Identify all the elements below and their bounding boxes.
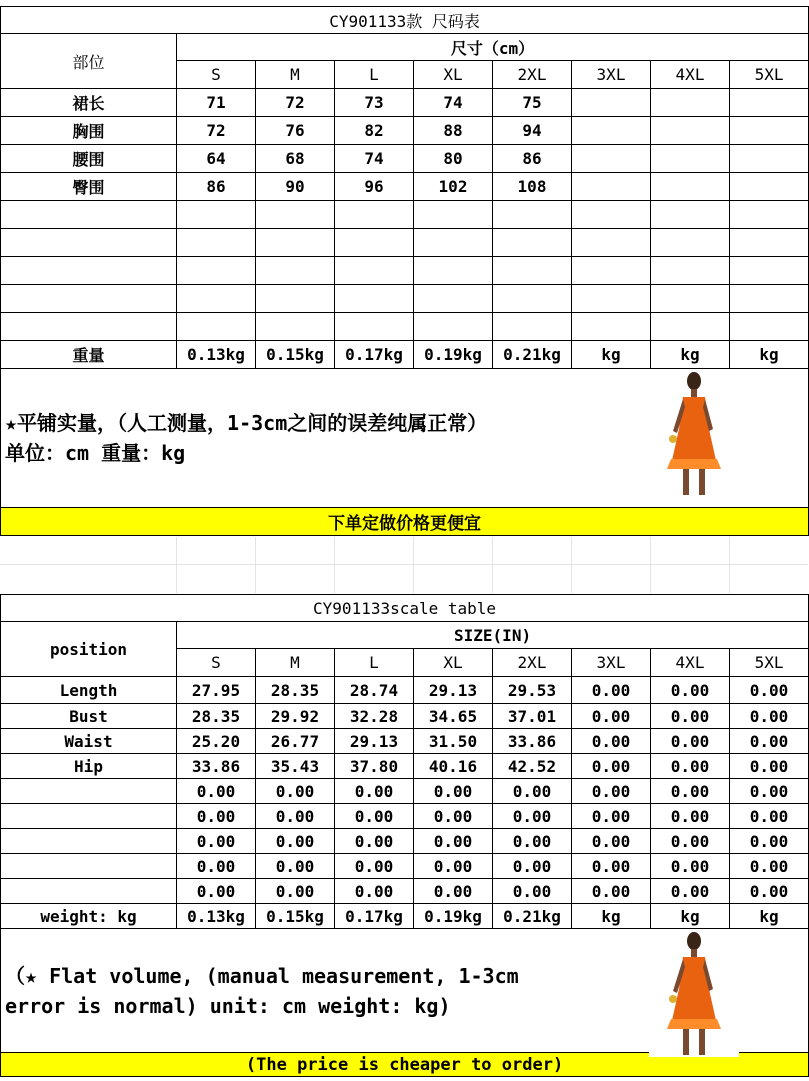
measurement-cell: [414, 229, 493, 257]
measurement-cell: 0.00: [256, 779, 335, 804]
measurement-cell: [414, 285, 493, 313]
row-label: 胸围: [1, 117, 177, 145]
size-header: SIZE(IN): [177, 622, 809, 649]
measurement-cell: 76: [256, 117, 335, 145]
table-row: [1, 779, 809, 804]
measurement-cell: [493, 257, 572, 285]
measurement-cell: [651, 257, 730, 285]
note-line-1: ★平铺实量，（人工测量，1-3cm之间的误差纯属正常）: [5, 411, 488, 435]
table-row: [1, 879, 809, 904]
row-label: Length: [1, 677, 177, 704]
measurement-cell: 0.00: [572, 779, 651, 804]
weight-cell: kg: [651, 904, 730, 929]
row-label: [1, 201, 177, 229]
part-header: position: [1, 622, 177, 677]
measurement-cell: [572, 117, 651, 145]
row-label: [1, 854, 177, 879]
measurement-cell: 0.00: [335, 854, 414, 879]
measurement-cell: 0.00: [493, 779, 572, 804]
measurement-cell: [414, 313, 493, 341]
measurement-cell: 0.00: [256, 854, 335, 879]
measurement-cell: [572, 145, 651, 173]
measurement-cell: [651, 89, 730, 117]
measurement-cell: 96: [335, 173, 414, 201]
measurement-cell: [493, 201, 572, 229]
weight-cell: 0.13kg: [177, 904, 256, 929]
measurement-cell: [572, 173, 651, 201]
measurement-cell: 74: [414, 89, 493, 117]
measurement-cell: [651, 201, 730, 229]
measurement-cell: 75: [493, 89, 572, 117]
measurement-cell: 0.00: [572, 677, 651, 704]
measurement-cell: 40.16: [414, 754, 493, 779]
measurement-cell: 29.53: [493, 677, 572, 704]
row-label: [1, 313, 177, 341]
table-row: [1, 173, 809, 201]
measurement-cell: 0.00: [335, 879, 414, 904]
measurement-cell: [730, 229, 809, 257]
note-line-2: error is normal) unit: cm weight: kg): [5, 993, 451, 1018]
table-row: [1, 829, 809, 854]
measurement-cell: 0.00: [651, 854, 730, 879]
measurement-cell: [572, 229, 651, 257]
measurement-cell: 0.00: [335, 829, 414, 854]
measurement-cell: 0.00: [572, 754, 651, 779]
measurement-cell: 0.00: [651, 779, 730, 804]
measurement-cell: 34.65: [414, 704, 493, 729]
size-col-header: XL: [414, 61, 493, 89]
measurement-cell: 0.00: [730, 704, 809, 729]
note-line-2: 单位：cm 重量：kg: [5, 441, 186, 465]
size-col-header: 3XL: [572, 649, 651, 677]
weight-cell: kg: [730, 904, 809, 929]
measurement-cell: 0.00: [414, 779, 493, 804]
measurement-cell: 0.00: [493, 804, 572, 829]
measurement-cell: 0.00: [572, 704, 651, 729]
model-photo: [649, 369, 739, 497]
row-label: Bust: [1, 704, 177, 729]
weight-cell: kg: [730, 341, 809, 369]
measurement-cell: 0.00: [651, 829, 730, 854]
weight-cell: 0.15kg: [256, 904, 335, 929]
size-col-header: 5XL: [730, 61, 809, 89]
measurement-cell: 0.00: [256, 829, 335, 854]
measurement-cell: [177, 201, 256, 229]
measurement-cell: [730, 285, 809, 313]
spacer-grid: [0, 537, 808, 593]
measurement-cell: [335, 257, 414, 285]
table-row: [1, 229, 809, 257]
measurement-cell: 0.00: [730, 677, 809, 704]
table-row: [1, 145, 809, 173]
measurement-cell: 80: [414, 145, 493, 173]
measurement-cell: [651, 313, 730, 341]
measurement-cell: 0.00: [651, 804, 730, 829]
row-label: [1, 829, 177, 854]
measurement-cell: [572, 89, 651, 117]
measurement-cell: 0.00: [651, 729, 730, 754]
measurement-cell: [651, 229, 730, 257]
measurement-cell: 29.92: [256, 704, 335, 729]
weight-cell: 0.17kg: [335, 904, 414, 929]
weight-cell: 0.13kg: [177, 341, 256, 369]
table-title: CY901133scale table: [1, 595, 809, 622]
measurement-cell: [256, 201, 335, 229]
measurement-cell: 28.74: [335, 677, 414, 704]
measurement-cell: [177, 229, 256, 257]
measurement-cell: 0.00: [730, 729, 809, 754]
table-row: [1, 313, 809, 341]
table-row: [1, 754, 809, 779]
measurement-cell: [335, 285, 414, 313]
size-col-header: 5XL: [730, 649, 809, 677]
row-label: Hip: [1, 754, 177, 779]
size-col-header: M: [256, 61, 335, 89]
measurement-cell: [730, 313, 809, 341]
measurement-cell: 0.00: [414, 829, 493, 854]
measurement-cell: [651, 285, 730, 313]
measurement-cell: 74: [335, 145, 414, 173]
measurement-cell: [730, 117, 809, 145]
weight-cell: kg: [651, 341, 730, 369]
measurement-cell: 0.00: [335, 779, 414, 804]
row-label: [1, 879, 177, 904]
table-row: [1, 804, 809, 829]
size-col-header: S: [177, 61, 256, 89]
measurement-cell: 0.00: [651, 704, 730, 729]
measurement-cell: 0.00: [414, 804, 493, 829]
size-col-header: XL: [414, 649, 493, 677]
row-label: [1, 804, 177, 829]
measurement-cell: 37.01: [493, 704, 572, 729]
measurement-cell: 0.00: [256, 804, 335, 829]
size-col-header: 2XL: [493, 649, 572, 677]
weight-cell: 0.21kg: [493, 904, 572, 929]
measurement-cell: [651, 145, 730, 173]
measurement-cell: 0.00: [730, 854, 809, 879]
size-header: 尺寸（cm）: [177, 34, 809, 61]
measurement-cell: 29.13: [335, 729, 414, 754]
measurement-cell: 0.00: [335, 804, 414, 829]
measurement-cell: 102: [414, 173, 493, 201]
measurement-cell: [493, 285, 572, 313]
measurement-cell: 0.00: [177, 829, 256, 854]
measurement-cell: 72: [256, 89, 335, 117]
table-row: [1, 285, 809, 313]
measurement-cell: [730, 257, 809, 285]
measurement-cell: 32.28: [335, 704, 414, 729]
model-orange-dress-icon: [649, 929, 739, 1057]
measurement-cell: 35.43: [256, 754, 335, 779]
measurement-cell: 73: [335, 89, 414, 117]
measurement-cell: 0.00: [572, 879, 651, 904]
measurement-cell: 0.00: [572, 829, 651, 854]
table-row: [1, 117, 809, 145]
measurement-cell: 86: [493, 145, 572, 173]
table-row: [1, 677, 809, 704]
measurement-cell: 28.35: [177, 704, 256, 729]
measurement-cell: [572, 201, 651, 229]
measurement-cell: [177, 285, 256, 313]
measurement-cell: 0.00: [177, 779, 256, 804]
measurement-cell: 0.00: [572, 729, 651, 754]
measurement-cell: 31.50: [414, 729, 493, 754]
measurement-cell: 0.00: [651, 879, 730, 904]
measurement-cell: 94: [493, 117, 572, 145]
measurement-cell: 0.00: [414, 879, 493, 904]
measurement-cell: 0.00: [493, 829, 572, 854]
measurement-cell: [651, 173, 730, 201]
model-photo: [649, 929, 739, 1057]
measurement-cell: 68: [256, 145, 335, 173]
measurement-cell: 29.13: [414, 677, 493, 704]
row-label: 臀围: [1, 173, 177, 201]
row-label: [1, 257, 177, 285]
measurement-cell: [256, 229, 335, 257]
size-col-header: 3XL: [572, 61, 651, 89]
row-label: 裙长: [1, 89, 177, 117]
measurement-cell: [493, 229, 572, 257]
measurement-cell: [335, 313, 414, 341]
measurement-cell: 27.95: [177, 677, 256, 704]
measurement-cell: 0.00: [572, 854, 651, 879]
measurement-cell: 86: [177, 173, 256, 201]
part-header: 部位: [1, 34, 177, 89]
measurement-cell: 0.00: [177, 879, 256, 904]
measurement-cell: 37.80: [335, 754, 414, 779]
row-label: [1, 779, 177, 804]
weight-cell: 0.21kg: [493, 341, 572, 369]
measurement-cell: 25.20: [177, 729, 256, 754]
measurement-cell: [730, 201, 809, 229]
weight-cell: kg: [572, 341, 651, 369]
measurement-cell: 72: [177, 117, 256, 145]
measurement-cell: 0.00: [493, 879, 572, 904]
measurement-cell: [730, 89, 809, 117]
table-row: [1, 729, 809, 754]
measurement-cell: 71: [177, 89, 256, 117]
weight-cell: kg: [572, 904, 651, 929]
weight-cell: 0.17kg: [335, 341, 414, 369]
size-col-header: M: [256, 649, 335, 677]
table-row: [1, 201, 809, 229]
table-row: [1, 854, 809, 879]
weight-cell: 0.19kg: [414, 904, 493, 929]
measurement-cell: 0.00: [177, 804, 256, 829]
measurement-cell: [177, 257, 256, 285]
measurement-cell: 88: [414, 117, 493, 145]
table-row: [1, 89, 809, 117]
measurement-cell: 0.00: [730, 754, 809, 779]
size-col-header: L: [335, 61, 414, 89]
measurement-cell: 33.86: [493, 729, 572, 754]
measurement-cell: [256, 257, 335, 285]
measurement-cell: 108: [493, 173, 572, 201]
measurement-cell: 0.00: [730, 879, 809, 904]
size-col-header: 2XL: [493, 61, 572, 89]
row-label: 腰围: [1, 145, 177, 173]
row-label: [1, 285, 177, 313]
measurement-cell: 0.00: [730, 779, 809, 804]
measurement-cell: 0.00: [651, 754, 730, 779]
model-orange-dress-icon: [649, 369, 739, 497]
measurement-cell: [256, 285, 335, 313]
measurement-cell: 0.00: [256, 879, 335, 904]
measurement-cell: [572, 313, 651, 341]
size-col-header: S: [177, 649, 256, 677]
measurement-cell: 0.00: [651, 677, 730, 704]
row-label: Waist: [1, 729, 177, 754]
measurement-cell: 33.86: [177, 754, 256, 779]
measurement-cell: [414, 201, 493, 229]
note-line-1: （★ Flat volume, (manual measurement, 1-3cm: [5, 963, 519, 988]
measurement-cell: [335, 229, 414, 257]
measurement-cell: [730, 173, 809, 201]
measurement-cell: 82: [335, 117, 414, 145]
measurement-cell: [572, 285, 651, 313]
measurement-cell: [572, 257, 651, 285]
measurement-cell: [177, 313, 256, 341]
promo-banner: (The price is cheaper to order): [1, 1053, 809, 1077]
measurement-cell: [730, 145, 809, 173]
measurement-cell: 0.00: [414, 854, 493, 879]
measurement-cell: 0.00: [572, 804, 651, 829]
measurement-cell: 42.52: [493, 754, 572, 779]
weight-label: 重量: [1, 341, 177, 369]
weight-cell: 0.15kg: [256, 341, 335, 369]
weight-cell: 0.19kg: [414, 341, 493, 369]
table-row: [1, 257, 809, 285]
measurement-cell: [651, 117, 730, 145]
measurement-cell: [335, 201, 414, 229]
size-col-header: L: [335, 649, 414, 677]
measurement-cell: 0.00: [493, 854, 572, 879]
measurement-cell: 26.77: [256, 729, 335, 754]
measurement-cell: [493, 313, 572, 341]
table-title: CY901133款 尺码表: [1, 7, 809, 34]
measurement-cell: 28.35: [256, 677, 335, 704]
table-row: [1, 704, 809, 729]
size-col-header: 4XL: [651, 649, 730, 677]
size-col-header: 4XL: [651, 61, 730, 89]
measurement-cell: 0.00: [730, 804, 809, 829]
weight-label: weight: kg: [1, 904, 177, 929]
measurement-cell: 90: [256, 173, 335, 201]
promo-banner: 下单定做价格更便宜: [1, 508, 809, 536]
measurement-cell: 0.00: [730, 829, 809, 854]
measurement-cell: [414, 257, 493, 285]
measurement-cell: 64: [177, 145, 256, 173]
measurement-cell: 0.00: [177, 854, 256, 879]
measurement-cell: [256, 313, 335, 341]
row-label: [1, 229, 177, 257]
